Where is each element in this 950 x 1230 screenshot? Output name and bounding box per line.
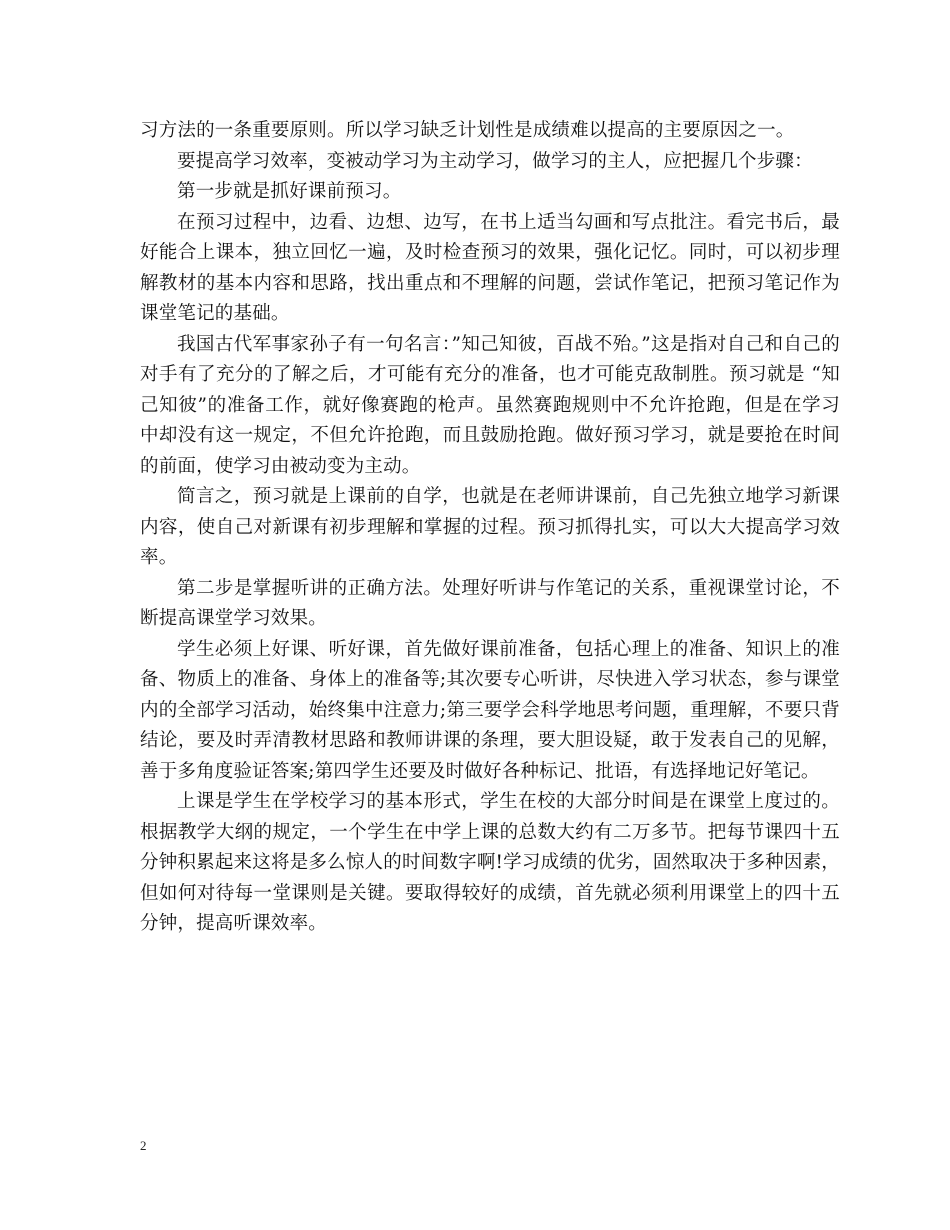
paragraph-4: 在预习过程中，边看、边想、边写，在书上适当勾画和写点批注。看完书后，最好能合上课本，独立回忆一遍，及时检查预习的效果，强化记忆。同时，可以初步理解教材的基本内容和思路，找出重点和不理解的问题，尝试作笔记，把预习笔记作为课堂笔记的基础。 xyxy=(140,211,840,324)
paragraph-7: 第二步是掌握听讲的正确方法。处理好听讲与作笔记的关系，重视课堂讨论，不断提高课堂学习效果。 xyxy=(140,577,840,629)
paragraph-8: 学生必须上好课、听好课，首先做好课前准备，包括心理上的准备、知识上的准备、物质上的准备、身体上的准备等;其次要专心听讲，尽快进入学习状态，参与课堂内的全部学习活动，始终集中注意力;第三要学会科学地思考问题，重理解，不要只背结论，要及时弄清教材思路和教师讲课的条理，要大胆设疑，敢于发表自己的见解，善于多角度验证答案;第四学生还要及时做好各种标记、批语，有选择地记好笔记。 xyxy=(140,638,840,782)
paragraph-3: 第一步就是抓好课前预习。 xyxy=(177,181,402,202)
body-text xyxy=(140,116,840,940)
paragraph-6: 简言之，预习就是上课前的自学，也就是在老师讲课前，自己先独立地学习新课内容，使自己对新课有初步理解和掌握的过程。预习抓得扎实，可以大大提高学习效率。 xyxy=(140,486,840,568)
paragraph-9: 上课是学生在学校学习的基本形式，学生在校的大部分时间是在课堂上度过的。根据教学大纲的规定，一个学生在中学上课的总数大约有二万多节。把每节课四十五分钟积累起来这将是多么惊人的时间数字啊!学习成绩的优劣，固然取决于多种因素，但如何对待每一堂课则是关键。要取得较好的成绩，首先就必须利用课堂上的四十五分钟，提高听课效率。 xyxy=(140,791,840,934)
paragraph-1: 习方法的一条重要原则。所以学习缺乏计划性是成绩难以提高的主要原因之一。 xyxy=(140,120,795,141)
paragraph-2: 要提高学习效率，变被动学习为主动学习，做学习的主人，应把握几个步骤： xyxy=(177,150,813,172)
page-number: 2 xyxy=(140,1138,147,1153)
paragraph-5: 我国古代军事家孙子有一句名言：”知己知彼，百战不殆。”这是指对自己和自己的对手有了充分的了解之后，才可能有充分的准备，也才可能克敌制胜。预习就是 “知己知彼”的准备工作，就好像赛跑的枪声。虽然赛跑规则中不允许抢跑，但是在学习中却没有这一规定，不但允许抢跑，而且鼓励抢跑。做好预习学习，就是要抢在时间的前面，使学习由被动变为主动。 xyxy=(140,333,840,477)
